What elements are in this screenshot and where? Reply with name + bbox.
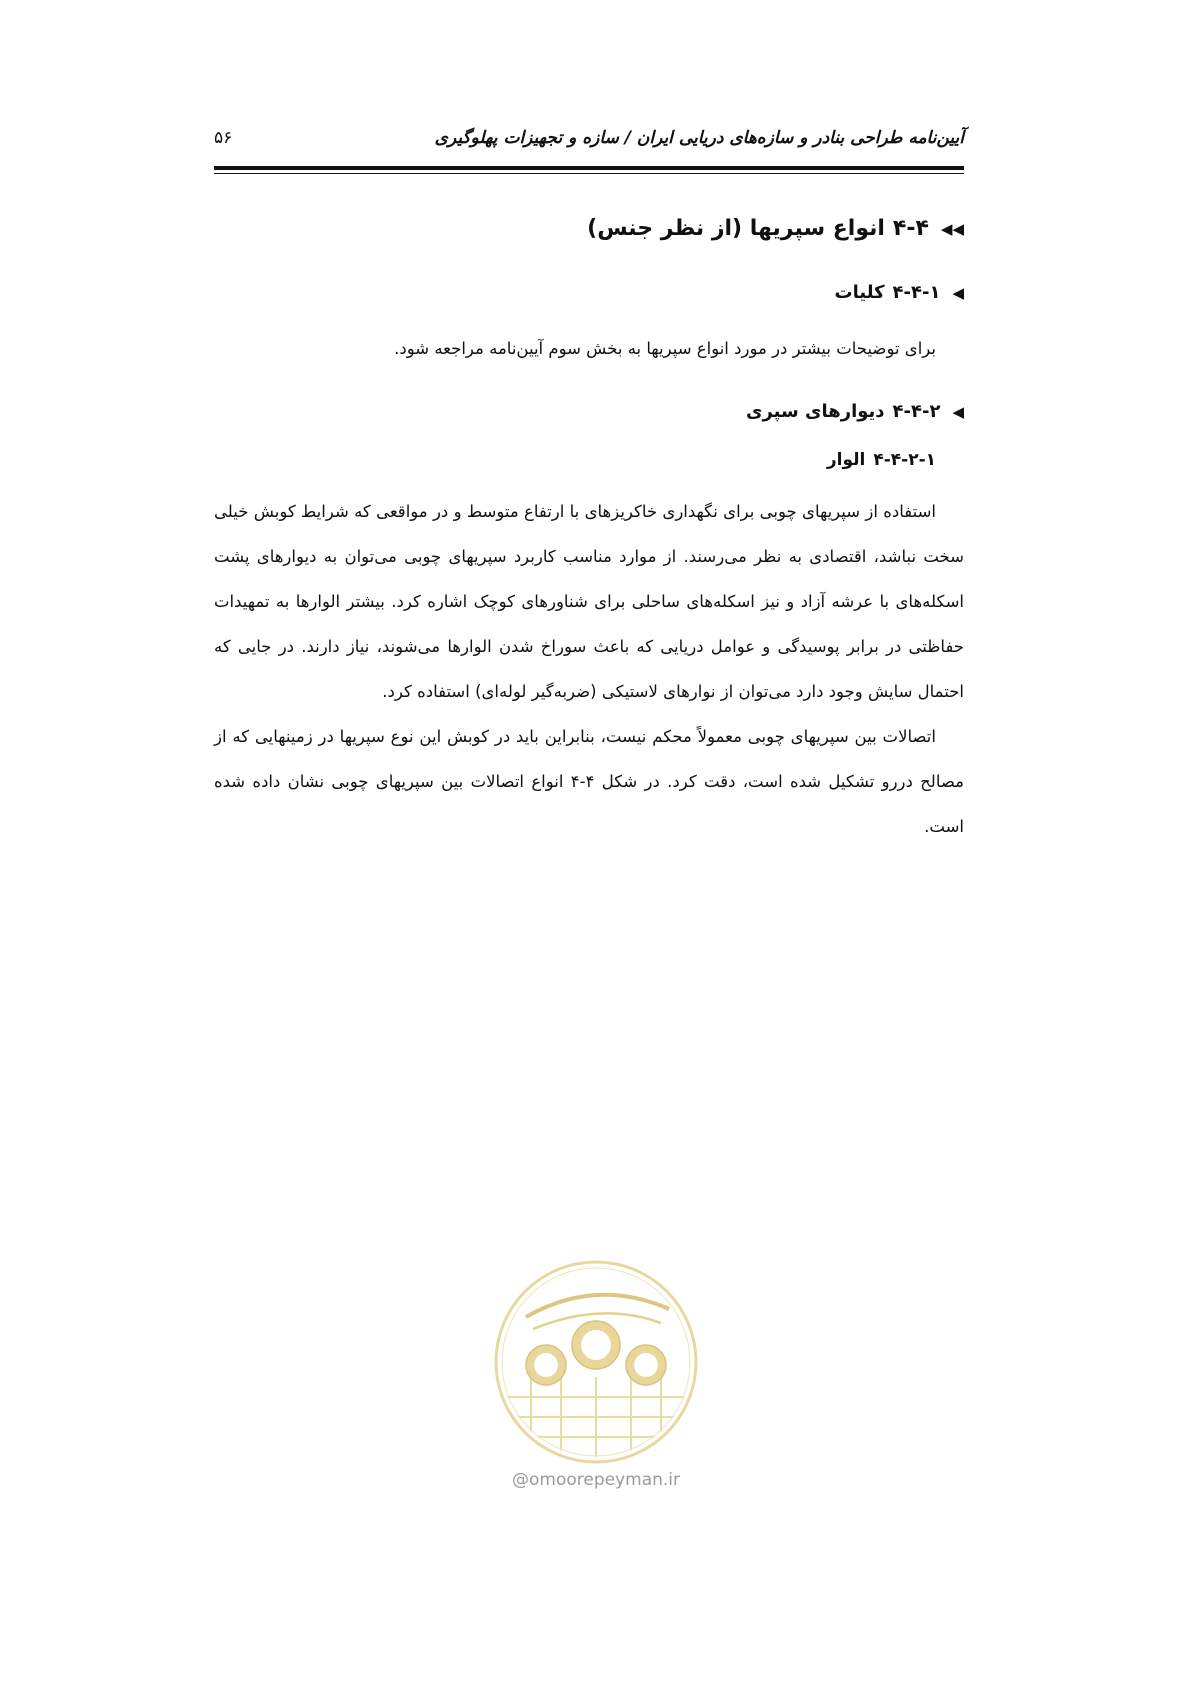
watermark-site: @omoorepeyman.ir (511, 1470, 681, 1490)
section-number: ۴-۴ (892, 216, 929, 241)
arrow-icon: ◀ (952, 284, 964, 302)
body-paragraph: اتصالات بین سپریهای چوبی معمولاً محکم نیست، بنابراین باید در کوبش این نوع سپریها در زمینهایی که از مصالح دررو تشکیل شده است، دقت کرد. در شکل ۴-۴ انواع اتصالات بین سپریهای چوبی نشان داده شده است. (214, 727, 965, 836)
subsubsection-title: الوار (826, 450, 866, 470)
running-header (214, 128, 964, 158)
body-paragraph: استفاده از سپریهای چوبی برای نگهداری خاکریزهای با ارتفاع متوسط و در مواقعی که شرایط کوبش خیلی سخت نباشد، اقتصادی به نظر می‌رسند. از موارد مناسب کاربرد سپریهای چوبی می‌توان به دیوارهای پشت اسکله‌های با عرشه آزاد و نیز اسکله‌های ساحلی برای شناورهای کوچک اشاره کرد. بیشتر الوارها به تمهیدات حفاظتی در برابر پوسیدگی و عوامل دریایی که باعث سوراخ شدن الوارها می‌شوند، نیاز دارند. در جایی که احتمال سایش وجود دارد می‌توان از نوارهای لاستیکی (ضربه‌گیر لوله‌ای) استفاده کرد. (214, 502, 964, 701)
subsection-title: کلیات (834, 282, 885, 303)
section-title: انواع سپریها (از نظر جنس) (587, 216, 885, 241)
subsection-heading-general (214, 278, 964, 308)
header-rule-thin (214, 173, 964, 174)
double-arrow-icon: ◀◀ (940, 220, 964, 238)
subsubsection-heading-timber (214, 445, 964, 475)
subsection-heading-sheet-walls (214, 397, 964, 427)
watermark-logo (491, 1257, 701, 1467)
subsubsection-number: ۴-۴-۲-۱ (873, 450, 936, 470)
running-title: آیین‌نامه طراحی بنادر و سازه‌های دریایی ایران / سازه و تجهیزات پهلوگیری (434, 128, 964, 148)
subsection-number: ۴-۴-۱ (892, 282, 941, 303)
general-paragraph: برای توضیحات بیشتر در مورد انواع سپریها به بخش سوم آیین‌نامه مراجعه شود. (394, 339, 936, 358)
page-body (214, 212, 964, 849)
subsection-number: ۴-۴-۲ (892, 401, 941, 422)
arrow-icon: ◀ (952, 403, 964, 421)
page-number: ۵۶ (214, 128, 233, 148)
subsection-title: دیوارهای سپری (745, 401, 885, 422)
header-rule-thick (214, 166, 964, 170)
section-heading (214, 212, 964, 246)
